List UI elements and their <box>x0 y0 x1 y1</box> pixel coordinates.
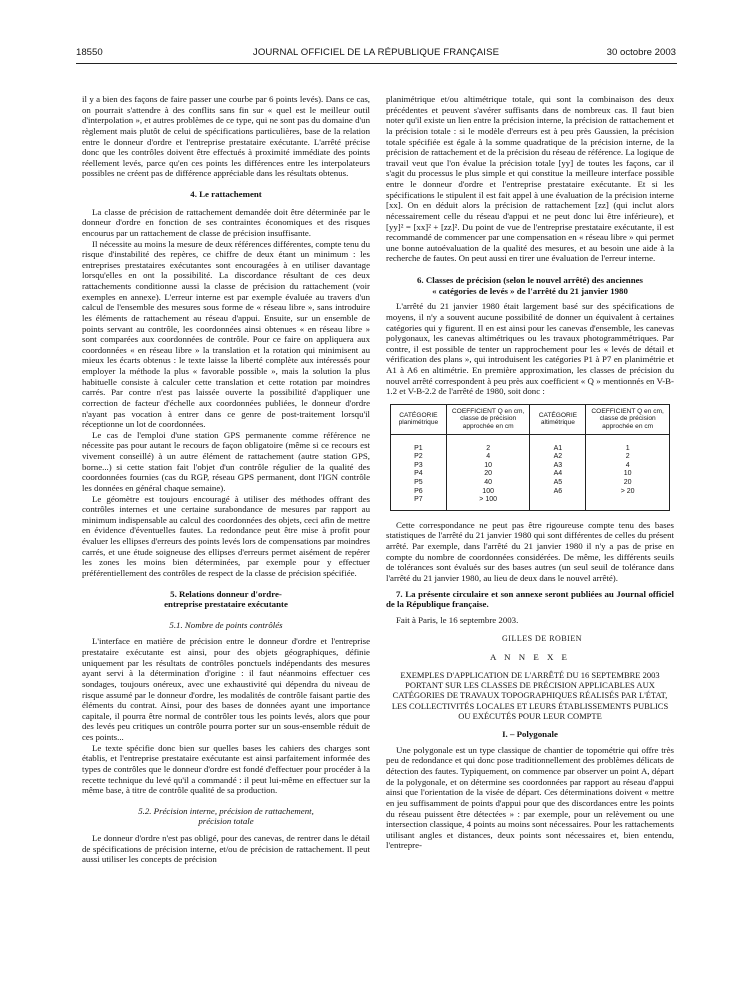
table-cell: 100 <box>446 488 530 497</box>
table-cell: A4 <box>530 470 586 479</box>
table-cell: P1 <box>391 434 447 453</box>
table-cell: A2 <box>530 453 586 462</box>
column-header: COEFFICIENT Q en cm, classe de précision approchée en cm <box>446 404 530 434</box>
table-row <box>391 488 670 497</box>
table-row <box>391 496 670 510</box>
table-cell: 1 <box>586 434 670 453</box>
table-cell: A5 <box>530 479 586 488</box>
table-cell: A1 <box>530 434 586 453</box>
section-heading: I. – Polygonale <box>502 729 558 740</box>
table-row <box>391 462 670 471</box>
paragraph: il y a bien des façons de faire passer une courbe par 6 points levés). Dans ce cas, on pourrait s'attendre à des conflits sans fin sur « quel est le meilleur outil d'interpolation », et autres problèmes de ce type, qui ne sont pas du domaine d'un règlement mais plutôt de celui de spécifications particulières, base de la relation entre le donneur d'ordre et l'entreprise prestataire exécutante. L'arrêté précise donc que les contrôles doivent être effectués à proximité immédiate des points réellement levés, parce qu'en ces points les différences entre les interpolateurs possibles ne créent pas de différence appréciable dans les résultats obtenus. <box>82 94 370 179</box>
table-cell: 20 <box>586 479 670 488</box>
issue-date: 30 octobre 2003 <box>606 47 676 58</box>
table-cell: 4 <box>446 453 530 462</box>
right-column <box>386 94 674 851</box>
column-header: COEFFICIENT Q en cm, classe de précision approchée en cm <box>586 404 670 434</box>
paragraph: Il nécessite au moins la mesure de deux références différentes, compte tenu du risque d'instabilité des repères, ce chiffre de deux étant un minimum : les entreprises prestataires exécutantes sont encouragées à en utiliser davantage lorsqu'elles en ont la possibilité. La discordance résultant de ces deux rattachements conditionne aussi la classe de précision du rattachement (voir exemples en annexe). L'erreur interne est par exemple évaluée au travers d'un calcul de l'ensemble des mesures sous forme de « réseau libre », sans introduire les éléments de rattachement au réseau d'appui. Ensuite, sur un ensemble de points servant au contrôle, les coordonnées ainsi obtenues « en réseau libre » sont comparées aux coordonnées de contrôle. Pour ce faire on appliquera aux coordonnées « en réseau libre » la translation et la rotation qui minimisent au mieux les écarts obtenus : le texte laisse la liberté complète aux intéressés pour employer la méthode la plus « favorable possible », mais la solution la plus habituelle consiste à calculer cette translation et cette rotation par moindres carrés. Par contre n'est pas laissée ouverte la possibilité d'appliquer une correction de facteur d'échelle aux coordonnées publiées, le donneur d'ordre n'ayant pas vocation à entrer dans ce genre de post-traitement lorsqu'il réceptionne un lot de coordonnées. <box>82 238 370 430</box>
table-row <box>391 479 670 488</box>
table-header-row <box>391 404 670 434</box>
table-cell: 4 <box>586 462 670 471</box>
section-heading <box>82 589 370 610</box>
table-cell: A3 <box>530 462 586 471</box>
table-row <box>391 453 670 462</box>
section-heading <box>386 275 674 296</box>
paragraph: Cette correspondance ne peut pas être rigoureuse compte tenu des bases statistiques de l'arrêté du 21 janvier 1980 qui sont différentes de celles du présent arrêté. Par exemple, dans l'arrêté du 21 janvier 1980 il n'y a pas de prise en compte du nombre de coordonnées considérées. De même, les différents seuils de tolérances sont évalués sur des bases autres (un seul seuil de tolérance dans l'arrêté du 21 janvier 1980, au lieu de deux dans le nouvel arrêté). <box>386 519 674 583</box>
annexe-title: EXEMPLES D'APPLICATION DE L'ARRÊTÉ DU 16 SEPTEMBRE 2003 PORTANT SUR LES CLASSES DE PRÉCISION APPLICABLES AUX CATÉGORIES DE TRAVAUX TOPOGRAPHIQUES RÉALISÉS PAR L'ÉTAT, LES COLLECTIVITÉS LOCALES ET LEURS ÉTABLISSEMENTS PUBLICS OU EXÉCUTÉS POUR LEUR COMPTE <box>391 669 669 721</box>
paragraph: Fait à Paris, le 16 septembre 2003. <box>396 614 519 625</box>
table-cell <box>530 496 586 510</box>
table-cell: 40 <box>446 479 530 488</box>
section-heading-line: 6. Classes de précision (selon le nouvel arrêté) des anciennes <box>417 275 643 285</box>
column-header: CATÉGORIE planimétrique <box>391 404 447 434</box>
annexe-heading: A N N E X E <box>490 652 570 663</box>
table-cell: P5 <box>391 479 447 488</box>
table-cell: P7 <box>391 496 447 510</box>
paragraph: Le texte spécifie donc bien sur quelles bases les cahiers des charges sont établis, et l'entreprise prestataire exécutante est ainsi parfaitement informée des types de contrôles que le donneur d'ordre est fondé d'effectuer pour procéder à la recette technique du levé qu'il a commandé : il peut lui-même en effectuer sur la même base, à titre de contrôle qualité de sa production. <box>82 742 370 796</box>
table-row <box>391 434 670 453</box>
paragraph: L'arrêté du 21 janvier 1980 était largement basé sur des spécifications de moyens, il n'y a souvent aucune possibilité de donner un équivalent à certaines catégories qui y figurent. Il en est ainsi pour les canevas d'ensemble, les canevas polygonaux, les canevas altimétriques ou les travaux photogrammétriques. Par contre, il est possible de tenter un rapprochement pour les « levés de détail et vérification des plans », qui introduisent les catégories P1 à P7 en planimétrie et A1 à A6 en altimétrie. En première approximation, les classes de précision du nouvel arrêté correspondent à peu près aux coefficient « Q » mentionnés en V-B-1.2 et V-B-2.2 de l'arrêté de 1980, soit donc : <box>386 301 674 397</box>
page-header <box>76 47 676 61</box>
section-heading-line: entreprise prestataire exécutante <box>164 599 288 610</box>
section-heading: 4. Le rattachement <box>190 189 262 199</box>
precision-table <box>390 404 670 511</box>
table-cell: 2 <box>446 434 530 453</box>
table-cell: 10 <box>446 462 530 471</box>
table-cell: 10 <box>586 470 670 479</box>
header-rule <box>76 63 677 64</box>
signature: GILLES DE ROBIEN <box>502 634 582 644</box>
journal-title: JOURNAL OFFICIEL DE LA RÉPUBLIQUE FRANÇAISE <box>252 47 500 58</box>
page-number: 18550 <box>76 47 103 58</box>
section-heading-line: 5. Relations donneur d'ordre- <box>170 588 282 599</box>
subsection-heading-line: précision totale <box>198 816 254 827</box>
section-heading-line: « catégories de levés » de l'arrêté du 21 janvier 1980 <box>432 285 628 296</box>
table-cell: > 20 <box>586 488 670 497</box>
table-cell: 20 <box>446 470 530 479</box>
table-cell: A6 <box>530 488 586 497</box>
left-column <box>82 94 370 865</box>
table-row <box>391 470 670 479</box>
paragraph: 7. La présente circulaire et son annexe seront publiées au Journal officiel de la République française. <box>386 588 674 610</box>
table-cell: P6 <box>391 488 447 497</box>
paragraph: Une polygonale est un type classique de chantier de topométrie qui offre très peu de redondance et qui donc pose traditionnellement des problèmes délicats de détection des fautes. Typiquement, on commence par observer un point A, départ de la polygonale, et on détermine ses coordonnées par rapport au réseau d'appui ainsi que l'orientation de la visée de départ. Ces déterminations doivent « mettre en jeu suffisamment de points d'appui pour que des discordances entre les points du réseau puissent être détectées » : par exemple, pour un relèvement ou une intersection classique, 4 points au moins sont nécessaires. Pour les rattachements utilisant angles et distances, deux points sont nécessaires et, bien entendu, l'entrepre- <box>386 744 674 851</box>
subsection-heading <box>82 806 370 827</box>
subsection-heading: 5.1. Nombre de points contrôlés <box>169 619 283 630</box>
paragraph: L'interface en matière de précision entre le donneur d'ordre et l'entreprise prestataire exécutante est ainsi, pour des objets géographiques, définie uniquement par les résultats de contrôles ponctuels indépendants des mesures ayant servi à la détermination d'origine : il faut néanmoins effectuer ces sondages, toujours onéreux, avec une exhaustivité qui dépendra du niveau de risque assumé par le donneur d'ordre, les modalités de contrôle faisant partie des éléments du contrat. Ainsi, pour des bases de données ayant une importance capitale, il pourra être normal de contrôler tous les points levés, alors que pour des levés peu critiques un contrôle pourra porter sur un sous-ensemble réduit de ces points... <box>82 636 370 742</box>
paragraph: Le donneur d'ordre n'est pas obligé, pour des canevas, de rentrer dans le détail de spécifications de précision interne, et/ou de précision de rattachement. Il peut aussi utiliser les concepts de précision <box>82 833 370 865</box>
table-cell: P3 <box>391 462 447 471</box>
paragraph: Le cas de l'emploi d'une station GPS permanente comme référence ne nécessite pas pour autant le recours de façon obligatoire (même si ce recours est vivement conseillé) à un autre élément de rattachement (autre station GPS, borne...) si cette station fait l'objet d'un contrôle régulier de la qualité des coordonnées fournies (cas du RGP, réseau GPS permanent, dont l'IGN contrôle les données en général chaque semaine). <box>82 429 370 493</box>
table-cell: P2 <box>391 453 447 462</box>
paragraph: Le géomètre est toujours encouragé à utiliser des méthodes offrant des contrôles internes et une certaine surabondance de mesures par rapport au minimum indispensable au calcul des coordonnées des objets, ceci afin de mettre en évidence d'éventuelles fautes. La redondance peut être mise à profit pour évaluer les ellipses d'erreurs des points levés lors de compensations par moindres carrés, et une étude soigneuse des ellipses d'erreurs permet aisément de repérer les zones les moins bien déterminées, par exemple pour y effectuer préférentiellement des contrôles de respect de la classe de précision spécifiée. <box>82 493 370 578</box>
table-cell: 2 <box>586 453 670 462</box>
table-cell: > 100 <box>446 496 530 510</box>
table-cell: P4 <box>391 470 447 479</box>
paragraph: planimétrique et/ou altimétrique totale, qui sont la combinaison des deux précédentes et peuvent s'avérer suffisants dans de nombreux cas. Il faut bien noter qu'il existe un lien entre la précision interne, la précision de rattachement et la précision totale : si le modèle d'erreurs est à peu près Gaussien, la précision totale spécifiée est égale à la somme quadratique de la précision interne, de la précision de rattachement et de la précision du réseau de référence. La logique de travail veut que l'on évalue la précision totale [yy] de toutes les façons, car il s'agit du processus le plus simple et qui constitue la meilleure interface possible entre le donneur d'ordre et l'entreprise prestataire exécutante. Et si les spécifications le stipulent il est fait appel à une évaluation de la précision interne [xx]. On en déduit alors la précision de rattachement [zz] (qui inclut alors nécessairement celle du réseau d'appui et ne peut donc lui être inférieure), et [yy]² = [xx]² + [zz]². Du point de vue de l'entreprise prestataire exécutante, il est recommandé de commencer par une compensation en « réseau libre » qui permet une bonne autoévaluation de la qualité des mesures, et au besoin une aide à la recherche de fautes. On peut aussi en tirer une évaluation de l'erreur interne. <box>386 94 674 264</box>
column-header: CATÉGORIE altimétrique <box>530 404 586 434</box>
subsection-heading-line: 5.2. Précision interne, précision de rattachement, <box>138 805 314 816</box>
paragraph: La classe de précision de rattachement demandée doit être déterminée par le donneur d'ordre en fonction de ses contraintes économiques et des risques encourus par un rattachement de classe de précision insuffisante. <box>82 206 370 238</box>
table-cell <box>586 496 670 510</box>
